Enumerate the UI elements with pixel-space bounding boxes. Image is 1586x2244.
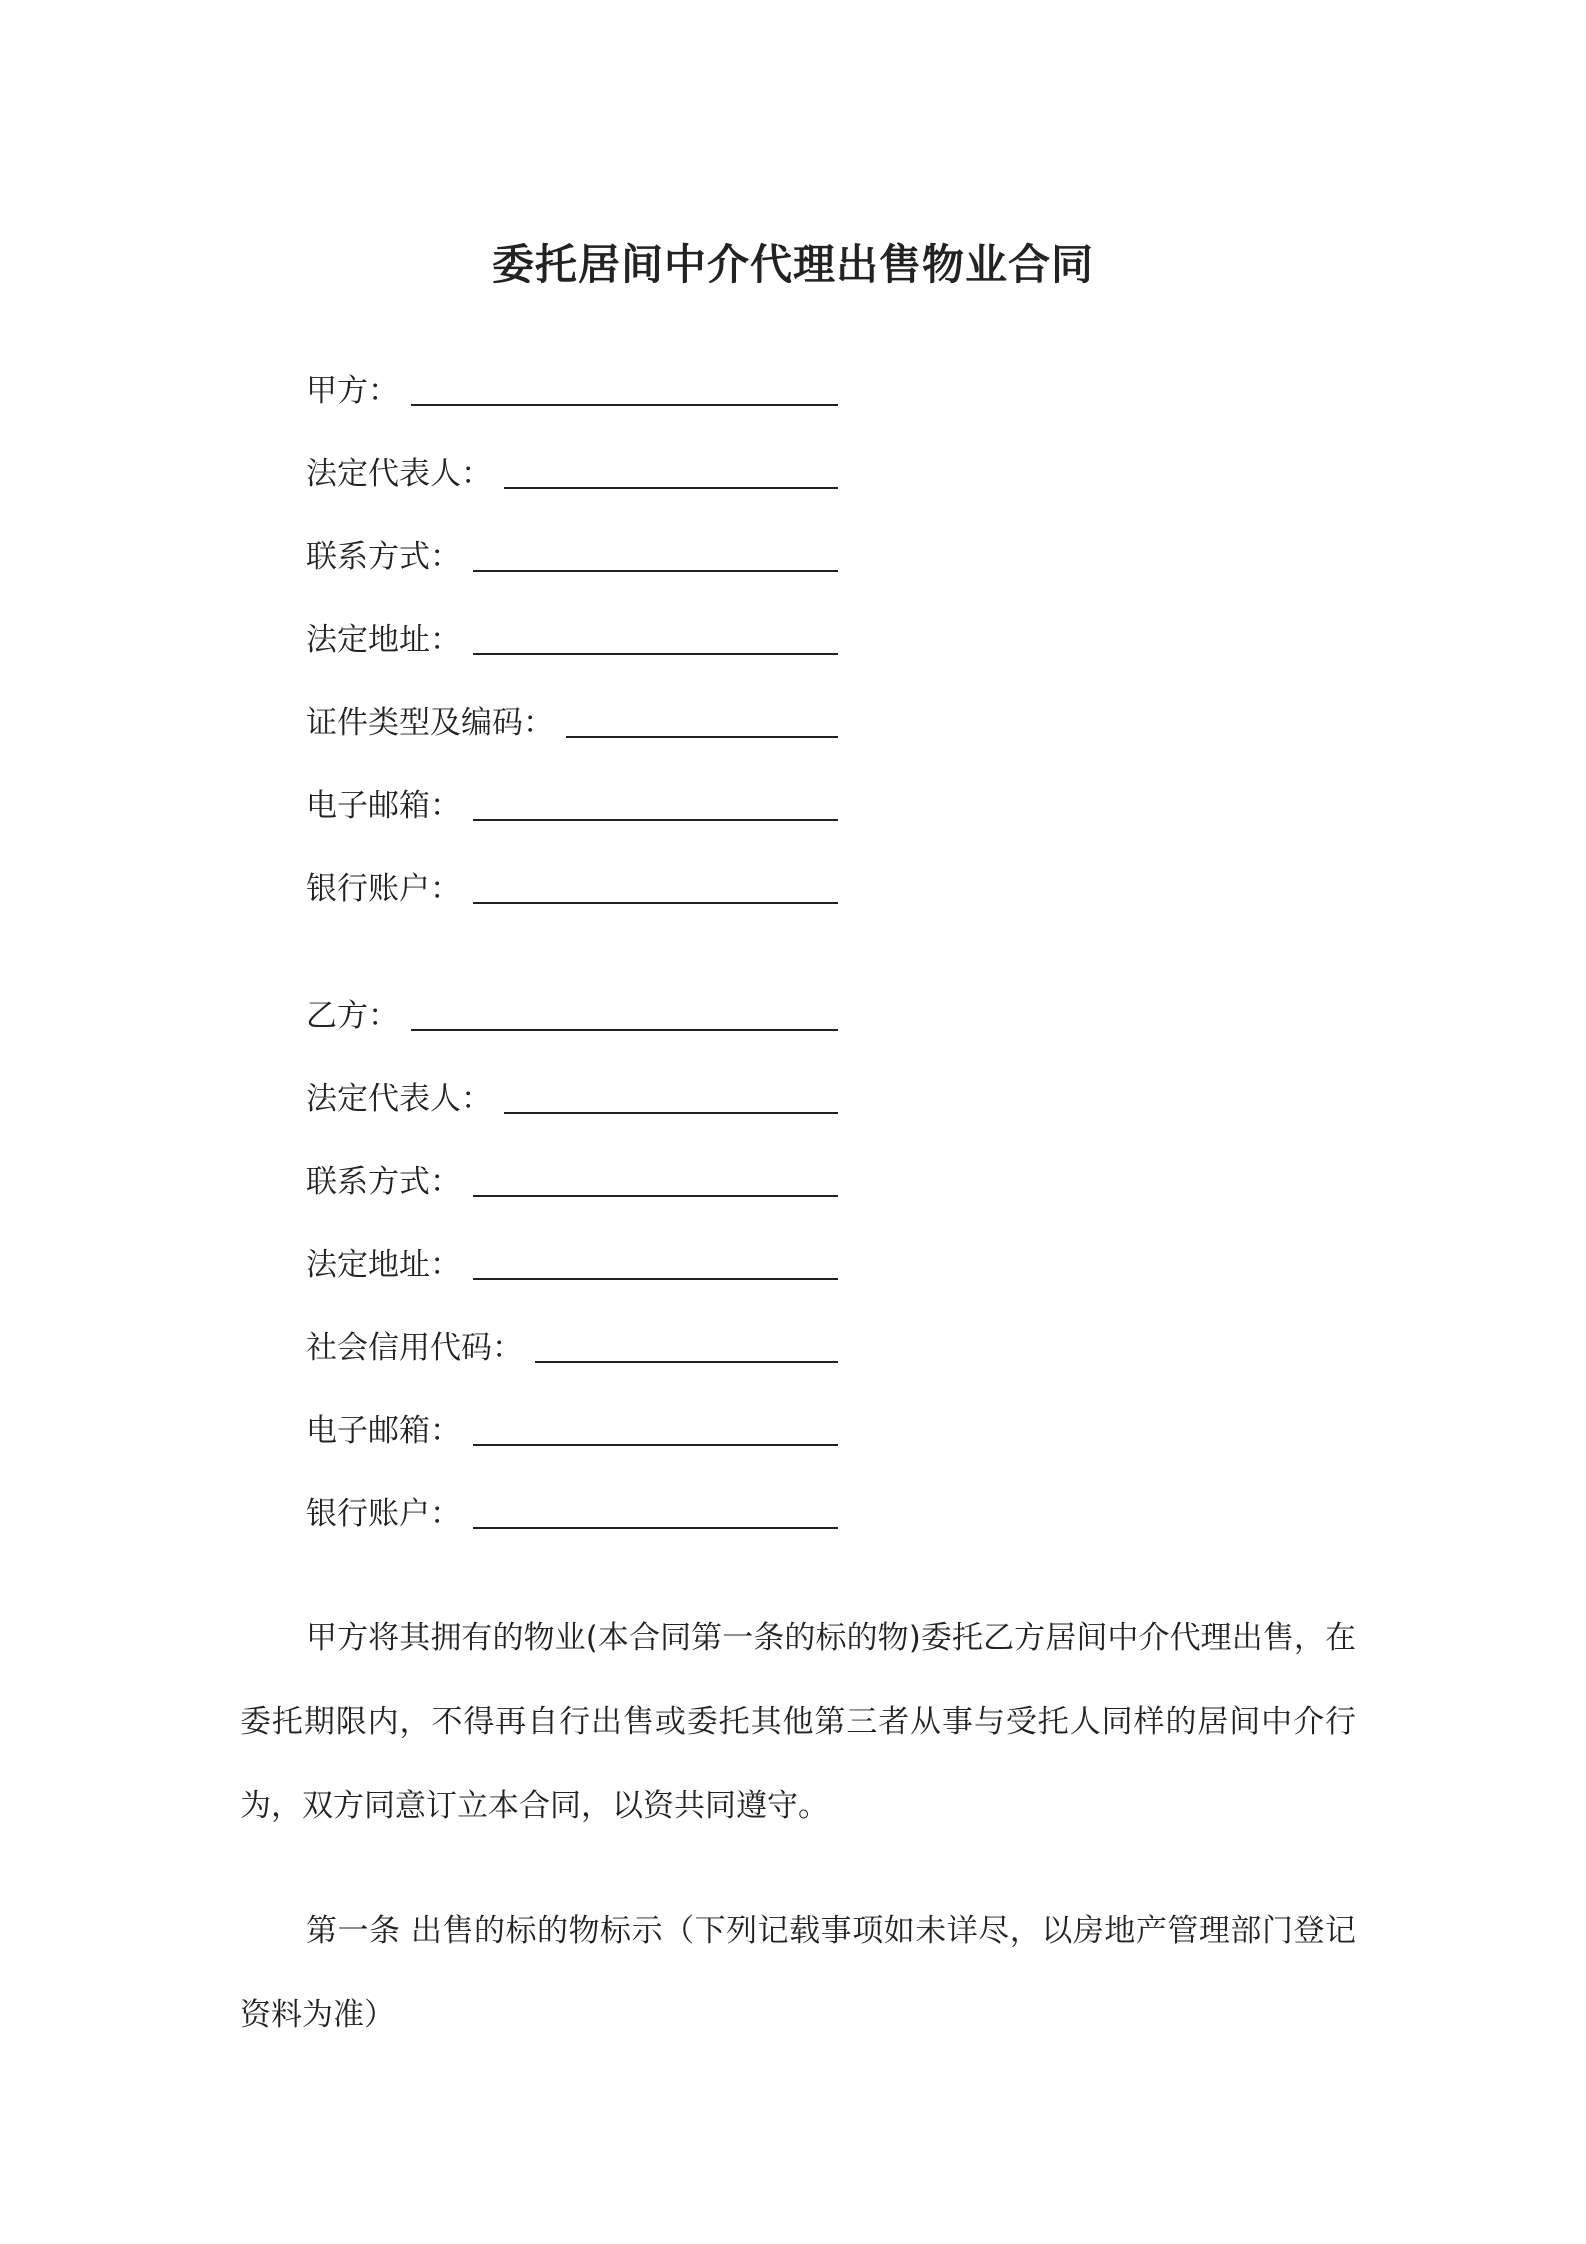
- fill-in-line[interactable]: [473, 819, 838, 821]
- field-label: 电子邮箱：: [306, 1413, 461, 1449]
- fill-in-line[interactable]: [535, 1361, 838, 1363]
- fill-in-line[interactable]: [411, 1029, 838, 1031]
- intro-paragraph-block: [240, 1596, 1356, 1848]
- fill-in-line[interactable]: [566, 736, 838, 738]
- field-label: 法定代表人：: [306, 1081, 492, 1117]
- fill-in-line[interactable]: [504, 1112, 838, 1114]
- field-label: 联系方式：: [306, 1164, 461, 1200]
- field-label: 证件类型及编码：: [306, 705, 554, 741]
- fill-in-line[interactable]: [473, 1278, 838, 1280]
- fill-in-line[interactable]: [504, 487, 838, 489]
- party-a-legal-rep-field: [306, 443, 838, 493]
- fill-in-line[interactable]: [473, 653, 838, 655]
- fill-in-line[interactable]: [411, 404, 838, 406]
- field-label: 甲方：: [306, 373, 399, 409]
- fill-in-line[interactable]: [473, 1444, 838, 1446]
- field-label: 社会信用代码：: [306, 1330, 523, 1366]
- party-a-email-field: [306, 775, 838, 825]
- party-b-legal-rep-field: [306, 1068, 838, 1118]
- fill-in-line[interactable]: [473, 1195, 838, 1197]
- document-title: 委托居间中介代理出售物业合同: [491, 240, 1094, 289]
- party-a-contact-field: [306, 526, 838, 576]
- field-label: 联系方式：: [306, 539, 461, 575]
- article-1-block: [240, 1889, 1356, 2057]
- article-1-paragraph: 第一条 出售的标的物标示（下列记载事项如未详尽，以房地产管理部门登记资料为准）: [240, 1913, 1356, 2033]
- field-label: 法定地址：: [306, 1247, 461, 1283]
- field-label: 银行账户：: [306, 1496, 461, 1532]
- party-b-credit-code-field: [306, 1317, 838, 1367]
- party-a-id-field: [306, 692, 838, 742]
- party-b-contact-field: [306, 1151, 838, 1201]
- field-label: 乙方：: [306, 998, 399, 1034]
- party-b-email-field: [306, 1400, 838, 1450]
- field-label: 法定代表人：: [306, 456, 492, 492]
- intro-paragraph: 甲方将其拥有的物业(本合同第一条的标的物)委托乙方居间中介代理出售，在委托期限内，不得再自行出售或委托其他第三者从事与受托人同样的居间中介行为，双方同意订立本合同，以资共同遵守。: [240, 1620, 1356, 1824]
- field-label: 银行账户：: [306, 871, 461, 907]
- party-b-name-field: [306, 985, 838, 1035]
- party-b-address-field: [306, 1234, 838, 1284]
- party-a-bank-field: [306, 858, 838, 908]
- fill-in-line[interactable]: [473, 570, 838, 572]
- party-a-address-field: [306, 609, 838, 659]
- fill-in-line[interactable]: [473, 1527, 838, 1529]
- field-label: 电子邮箱：: [306, 788, 461, 824]
- fill-in-line[interactable]: [473, 902, 838, 904]
- field-label: 法定地址：: [306, 622, 461, 658]
- party-a-name-field: [306, 360, 838, 410]
- party-b-bank-field: [306, 1483, 838, 1533]
